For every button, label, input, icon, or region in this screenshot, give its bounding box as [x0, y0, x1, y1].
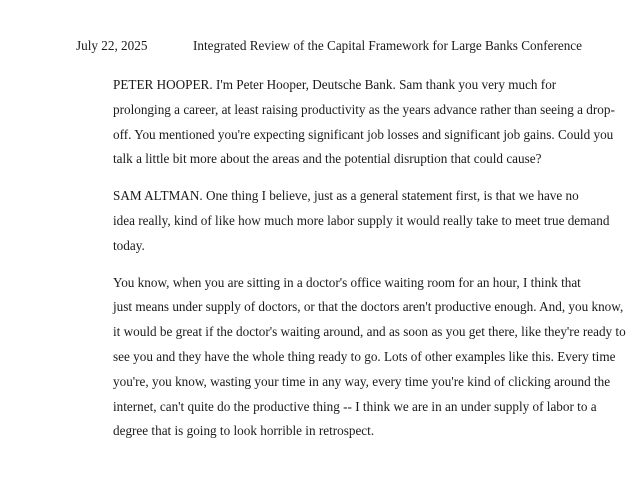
text-line: You know, when you are sitting in a doctor's office waiting room for an hour, I think that	[113, 274, 581, 290]
text-line: PETER HOOPER. I'm Peter Hooper, Deutsche Bank. Sam thank you very much for	[113, 77, 557, 92]
text-line: today.	[113, 237, 145, 253]
transcript-body	[76, 73, 626, 456]
text-line: degree that is going to look horrible in retrospect.	[113, 423, 375, 439]
text-line: SAM ALTMAN. One thing I believe, just as a general statement first, is that we have no	[113, 188, 579, 204]
header-date: July 22, 2025	[76, 38, 148, 53]
text-line: internet, can't quite do the productive thing -- I think we are in an under supply of labor to a	[113, 398, 597, 414]
text-line: prolonging a career, at least raising productivity as the years advance rather than seeing a drop-	[113, 101, 615, 117]
text-line: it would be great if the doctor's waiting around, and as soon as you get there, like they're ready to	[113, 324, 626, 340]
paragraph-altman	[76, 184, 610, 258]
paragraph-hooper	[76, 73, 615, 172]
text-line: see you and they have the whole thing ready to go. Lots of other examples like this. Every time	[113, 348, 616, 364]
text-line: you're, you know, wasting your time in any way, every time you're kind of clicking around the	[113, 373, 611, 389]
paragraph-doctors	[76, 271, 626, 445]
header-title: Integrated Review of the Capital Framework for Large Banks Conference	[193, 38, 583, 53]
text-line: just means under supply of doctors, or that the doctors aren't productive enough. And, you know,	[113, 299, 624, 315]
text-line: talk a little bit more about the areas and the potential disruption that could cause?	[113, 151, 542, 167]
text-line: idea really, kind of like how much more labor supply it would really take to meet true demand	[113, 212, 610, 228]
text-line: off. You mentioned you're expecting significant job losses and significant job gains. Could you	[113, 126, 614, 142]
